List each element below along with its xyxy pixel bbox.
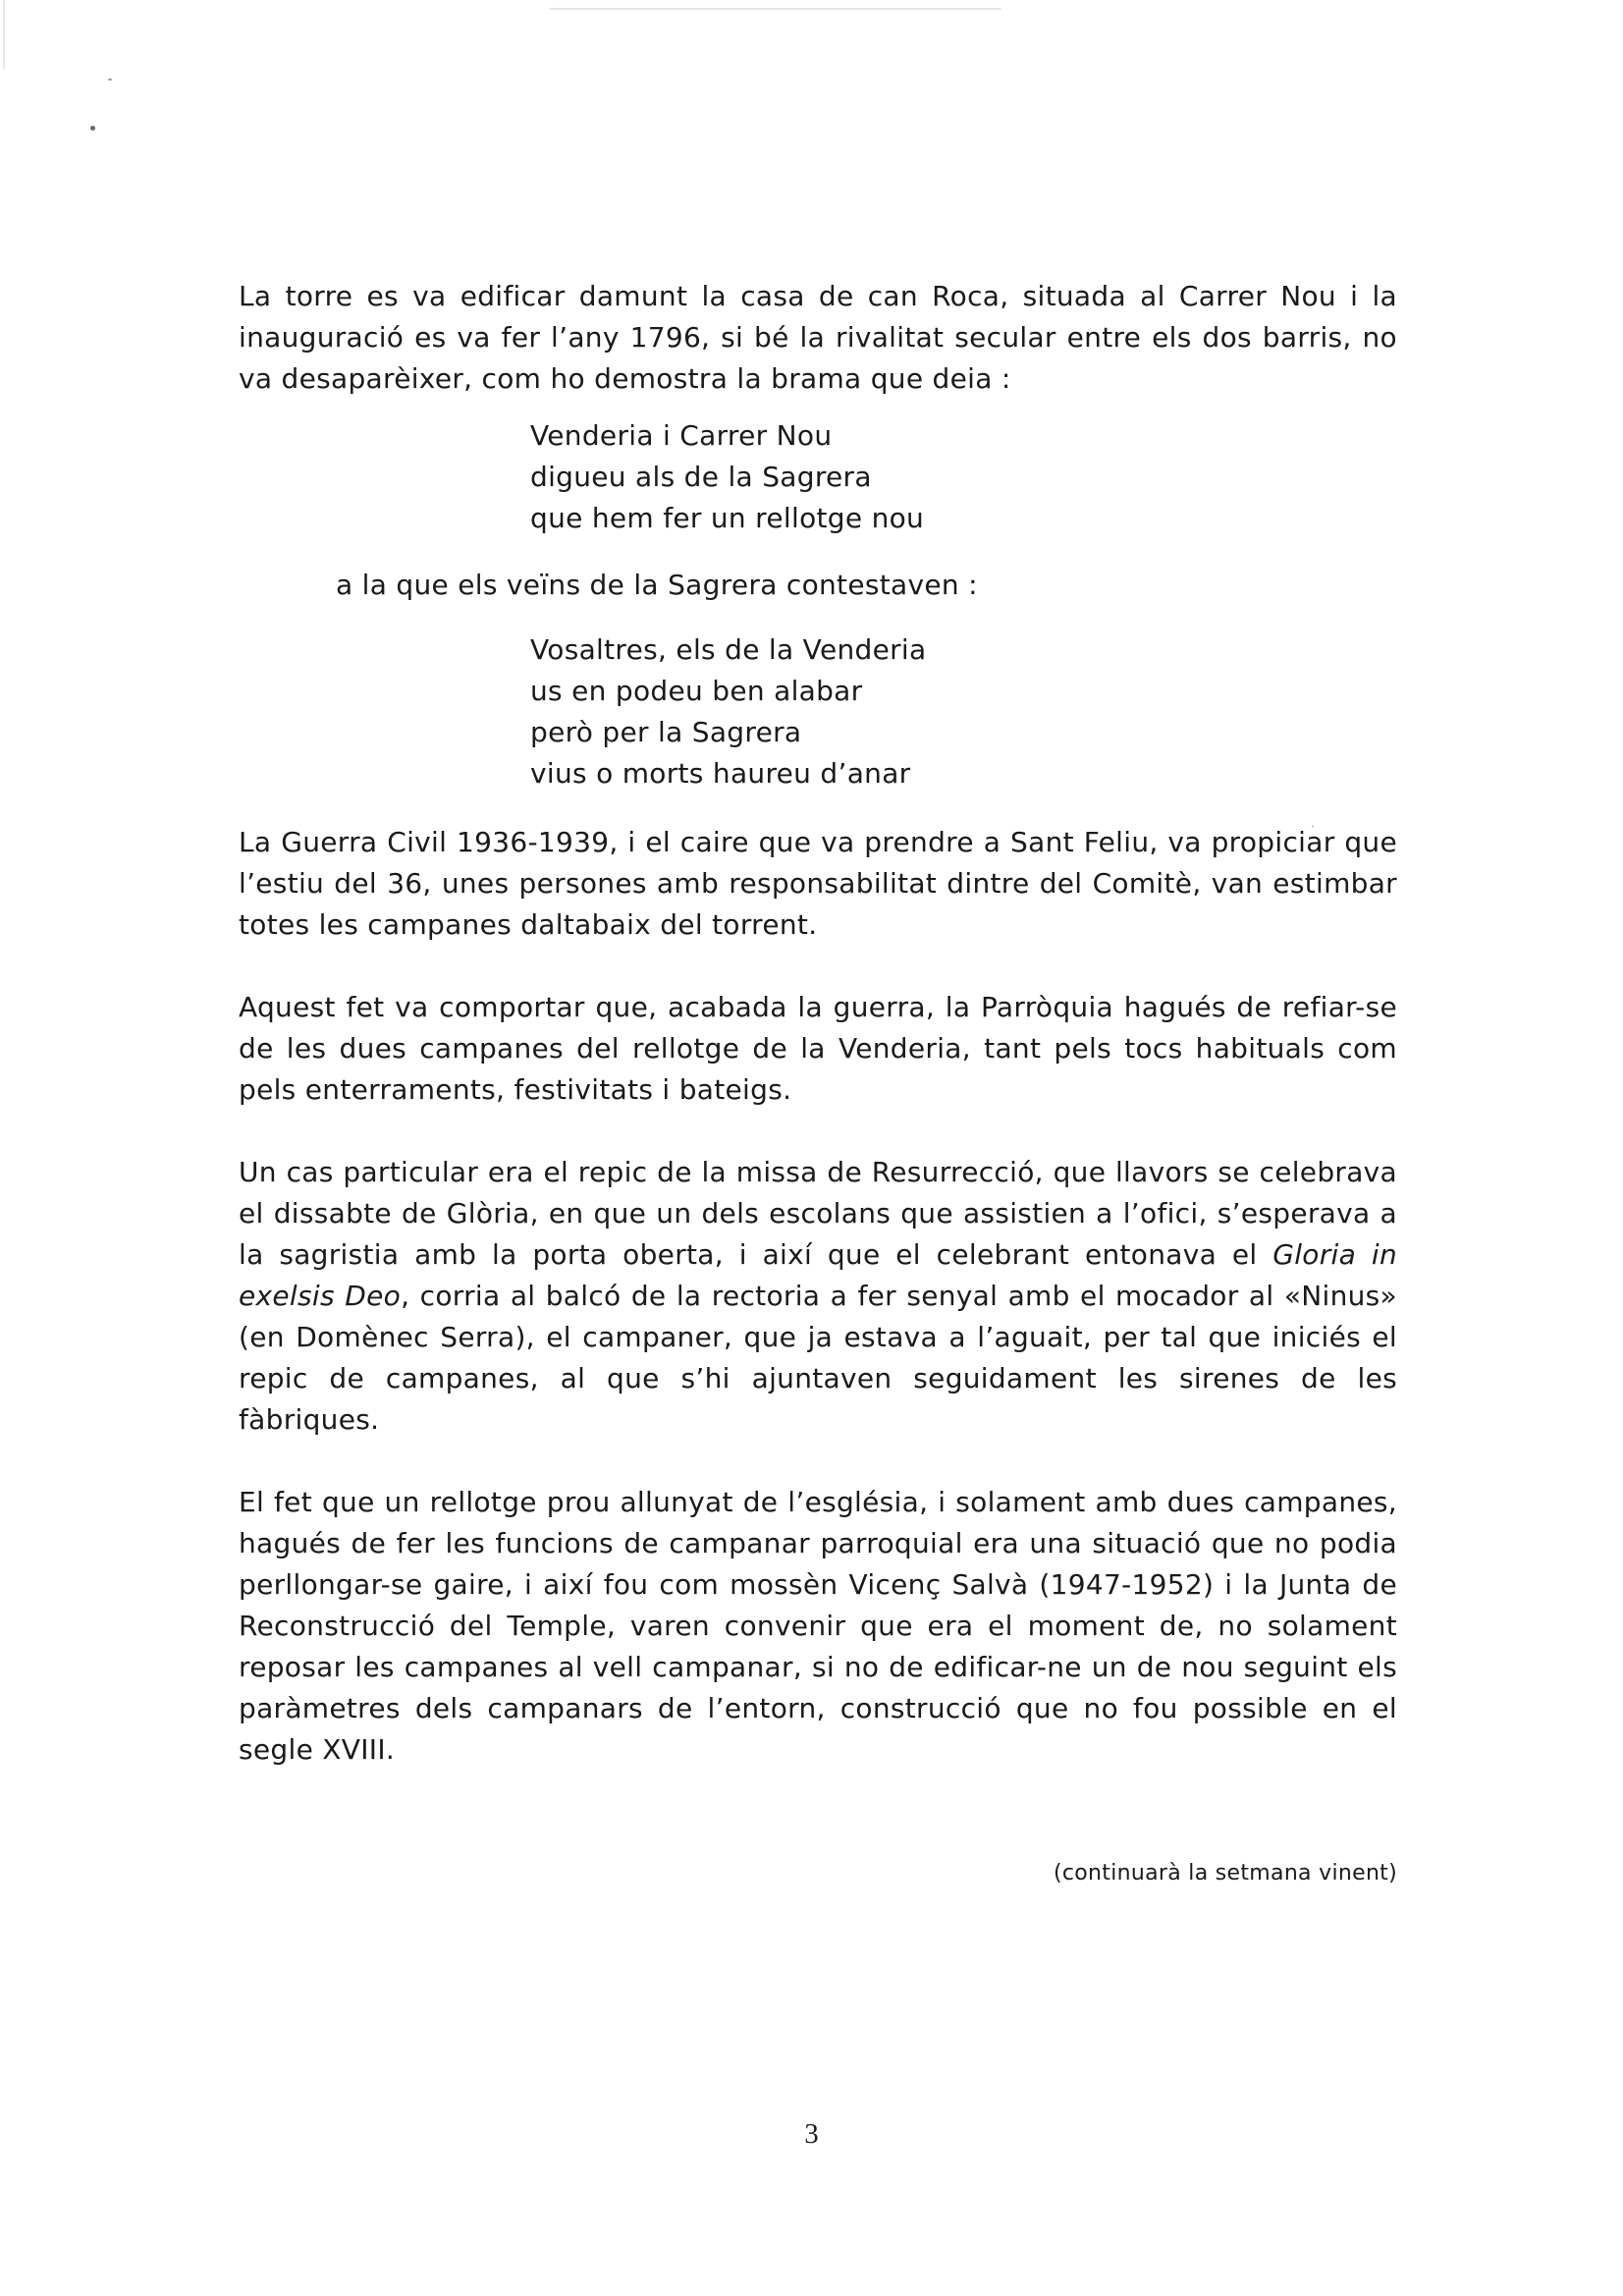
- paragraph-resurrection-mass: [239, 1152, 1397, 1441]
- scan-artifact-top: [550, 8, 1001, 10]
- paragraph-text: , corria al balcó de la rectoria a fer senyal amb el mocador al «Ninus» (en Domènec Serra), el campaner, que ja estava a l’aguait, per tal que iniciés el repic de campanes, al que s’hi ajuntaven seguidament les sirenes de les fàbriques.: [239, 1280, 1397, 1436]
- verse-line: vius o morts haureu d’anar: [530, 757, 911, 790]
- verse-venderia: [530, 415, 1397, 539]
- latin-phrase: Gloria in exelsis Deo: [239, 1238, 1397, 1312]
- verse-reply-intro: a la que els veïns de la Sagrera contestaven :: [336, 569, 978, 601]
- scan-artifact-left-edge: [3, 0, 5, 69]
- paragraph-tower-inauguration: La torre es va edificar damunt la casa de can Roca, situada al Carrer Nou i la inauguració es va fer l’any 1796, si bé la rivalitat secular entre els dos barris, no va desaparèixer, com ho demostra la brama que deia :: [239, 280, 1397, 395]
- continuation-note: (continuarà la setmana vinent): [1053, 1861, 1397, 1886]
- verse-line: digueu als de la Sagrera: [530, 461, 872, 493]
- document-body: [239, 276, 1397, 1812]
- paragraph-new-bell-tower: El fet que un rellotge prou allunyat de l’església, i solament amb dues campanes, hagués de fer les funcions de campanar parroquial era una situació que no podia perllongar-se gaire, i així fou com mossèn Vicenç Salvà (1947-1952) i la Junta de Reconstrucció del Temple, varen convenir que era el moment de, no solament reposar les campanes al vell campanar, si no de edificar-ne un de nou seguint els paràmetres dels campanars de l’entorn, construcció que no fou possible en el segle XVIII.: [239, 1486, 1397, 1766]
- paragraph-venderia-bells: Aquest fet va comportar que, acabada la guerra, la Parròquia hagués de refiar-se de les dues campanes del rellotge de la Venderia, tant pels tocs habituals com pels enterraments, festivitats i bateigs.: [239, 991, 1397, 1106]
- verse-line: Venderia i Carrer Nou: [530, 419, 833, 452]
- paragraph-text: Un cas particular era el repic de la missa de Resurrecció, que llavors se celebrava el dissabte de Glòria, en que un dels escolans que assistien a l’ofici, s’esperava a la sagristia amb la porta oberta, i així que el celebrant entonava el: [239, 1156, 1397, 1271]
- page-number: 3: [804, 2118, 819, 2150]
- verse-line: us en podeu ben alabar: [530, 675, 863, 707]
- verse-line: que hem fer un rellotge nou: [530, 502, 925, 534]
- verse-sagrera: [530, 629, 1397, 794]
- paragraph-civil-war: La Guerra Civil 1936-1939, i el caire que va prendre a Sant Feliu, va propiciar que l’estiu del 36, unes persones amb responsabilitat dintre del Comitè, van estimbar totes les campanes daltabaix del torrent.: [239, 826, 1397, 941]
- verse-line: Vosaltres, els de la Venderia: [530, 633, 927, 666]
- verse-line: però per la Sagrera: [530, 716, 802, 748]
- scan-speck: [108, 79, 112, 81]
- scan-speck: [90, 126, 95, 131]
